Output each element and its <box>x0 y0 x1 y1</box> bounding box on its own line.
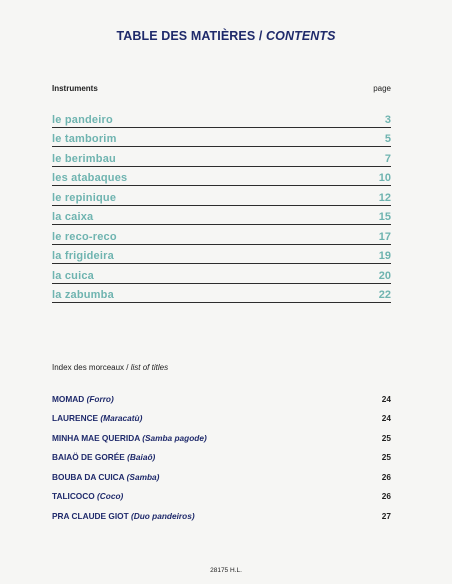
piece-title: PRA CLAUDE GIOT <box>52 510 131 521</box>
piece-style: (Samba pagode) <box>142 432 207 443</box>
instrument-page: 15 <box>378 211 391 223</box>
instrument-page: 22 <box>378 289 391 301</box>
piece-style: (Duo pandeiros) <box>130 510 195 521</box>
page-column-label: page <box>373 84 391 93</box>
index-label: Index des morceaux / <box>52 363 131 372</box>
piece-title: BOUBA DA CUICA <box>52 471 127 482</box>
title-en: CONTENTS <box>266 29 336 43</box>
index-row[interactable] <box>52 389 391 409</box>
piece-title: TALICOCO <box>52 491 98 502</box>
instrument-name: le berimbau <box>52 152 116 165</box>
instrument-row[interactable] <box>52 147 391 167</box>
piece-title: MINHA MAE QUERIDA <box>52 432 143 443</box>
instrument-page: 7 <box>384 152 391 165</box>
index-row[interactable] <box>52 448 391 468</box>
instrument-name: le reco-reco <box>52 230 117 243</box>
piece-page: 26 <box>381 471 391 482</box>
index-row[interactable] <box>52 467 391 487</box>
piece-page: 27 <box>381 510 391 521</box>
piece-page: 24 <box>381 393 391 404</box>
piece-style: (Coco) <box>97 491 124 502</box>
instrument-name: la cuica <box>52 269 94 282</box>
page-title <box>0 29 452 43</box>
instrument-row[interactable] <box>52 186 391 206</box>
piece-page: 25 <box>381 452 391 463</box>
piece-title: LAURENCE <box>52 413 101 424</box>
piece-style: (Maracatù) <box>100 413 143 424</box>
index-row[interactable] <box>52 428 391 448</box>
index-row[interactable] <box>52 487 391 507</box>
instrument-page: 19 <box>378 250 391 262</box>
instruments-label: Instruments <box>52 84 98 93</box>
instruments-header <box>52 84 391 93</box>
instrument-row[interactable] <box>52 167 391 187</box>
piece-style: (Samba) <box>126 471 160 482</box>
instrument-row[interactable] <box>52 108 391 128</box>
instrument-name: les atabaques <box>52 172 128 184</box>
piece-page: 25 <box>381 432 391 443</box>
title-fr: TABLE DES MATIÈRES / <box>116 29 266 43</box>
piece-page: 24 <box>381 413 391 424</box>
instrument-row[interactable] <box>52 225 391 245</box>
piece-title: MOMAD <box>52 393 87 404</box>
instruments-list <box>52 108 391 303</box>
instrument-page: 3 <box>384 113 391 126</box>
instrument-name: la caixa <box>52 211 94 223</box>
instrument-name: le pandeiro <box>52 113 113 126</box>
instrument-page: 12 <box>378 191 391 204</box>
instrument-page: 10 <box>378 172 391 184</box>
instrument-name: la zabumba <box>52 289 114 301</box>
index-label-en: list of titles <box>130 363 169 372</box>
index-row[interactable] <box>52 506 391 526</box>
piece-style: (Baiaô) <box>127 452 156 463</box>
piece-style: (Forro) <box>86 393 114 404</box>
instrument-page: 20 <box>378 269 391 282</box>
index-list <box>52 389 391 526</box>
instrument-name: le repinique <box>52 191 117 204</box>
instrument-row[interactable] <box>52 264 391 284</box>
instrument-page: 5 <box>384 133 391 145</box>
instrument-name: le tamborim <box>52 133 117 145</box>
piece-page: 26 <box>381 491 391 502</box>
page-footer: 28175 H.L. <box>210 567 242 574</box>
instrument-name: la frigideira <box>52 250 114 262</box>
index-header <box>52 363 168 372</box>
instrument-row[interactable] <box>52 128 391 148</box>
instrument-row[interactable] <box>52 206 391 226</box>
piece-title: BAIAÖ DE GORÉE <box>52 452 128 463</box>
instrument-row[interactable] <box>52 245 391 265</box>
instrument-row[interactable] <box>52 284 391 304</box>
instrument-page: 17 <box>378 230 391 243</box>
index-row[interactable] <box>52 409 391 429</box>
